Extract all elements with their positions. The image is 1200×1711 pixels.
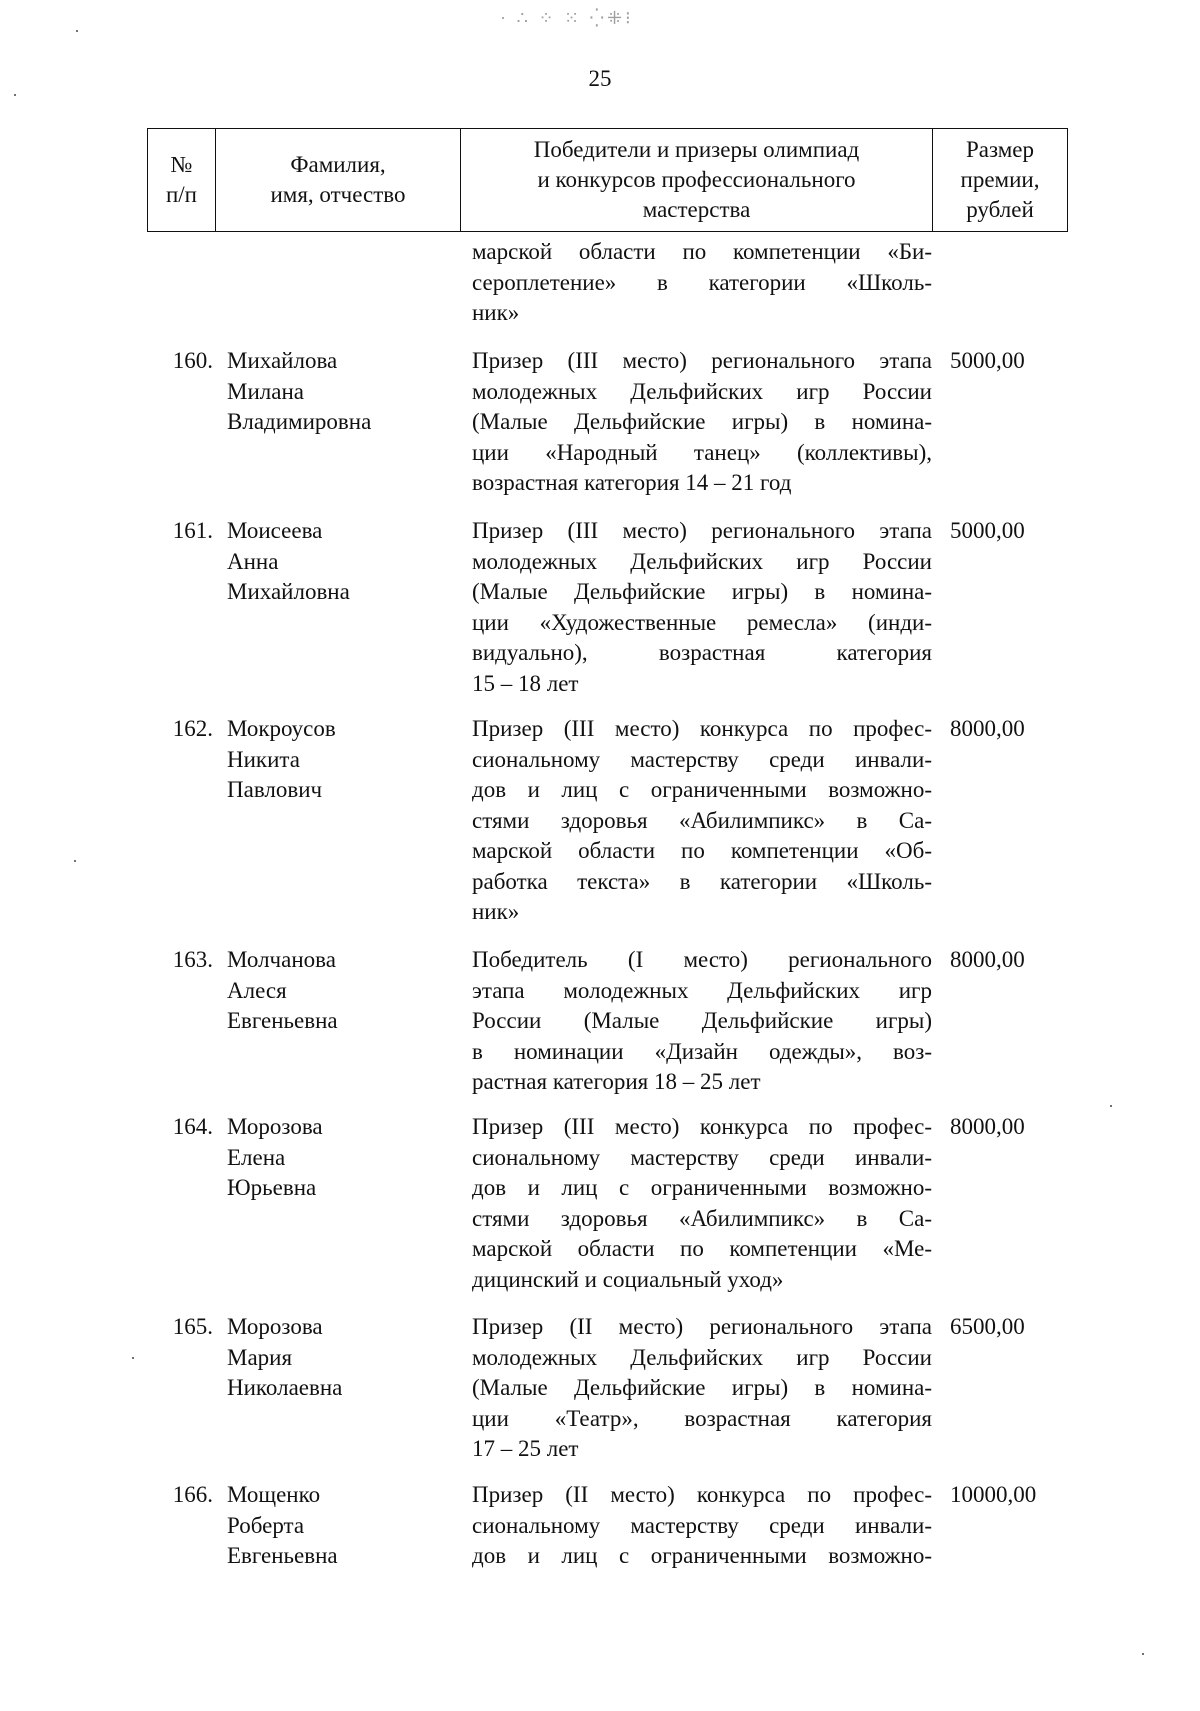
- description-line: дицинский и социальный уход»: [472, 1266, 784, 1292]
- row-full-name: [227, 516, 457, 608]
- description-line: ник»: [472, 300, 520, 325]
- row-number: 165.: [172, 1314, 213, 1339]
- row-number: 160.: [172, 348, 213, 373]
- description-line: сиональному мастерству среди инвали-: [472, 746, 932, 772]
- header-line: Фамилия,: [290, 152, 386, 177]
- header-line: Победители и призеры олимпиад: [533, 137, 860, 162]
- scan-speck: [14, 94, 16, 96]
- description-line: растная категория 18 – 25 лет: [472, 1069, 761, 1094]
- description-line: Призер (II место) конкурса по профес-: [472, 1482, 932, 1507]
- row-description: [472, 346, 932, 499]
- name-line: Юрьевна: [227, 1175, 317, 1200]
- header-line: п/п: [165, 182, 197, 207]
- row-full-name: [227, 945, 457, 1037]
- row-award-amount: 8000,00: [950, 1114, 1025, 1139]
- header-amount: [933, 129, 1068, 232]
- description-line: возрастная категория 14 – 21 год: [472, 470, 792, 495]
- name-line: Никита: [227, 746, 300, 772]
- description-line: (Малые Дельфийские игры) в номина-: [472, 579, 932, 604]
- header-line: №: [170, 152, 193, 177]
- description-line: Призер (III место) регионального этапа: [472, 518, 932, 543]
- name-line: Михайлова: [227, 348, 338, 373]
- description-line: дов и лиц с ограниченными возможно-: [472, 777, 932, 802]
- description-line: ции «Народный танец» (коллективы),: [472, 439, 932, 465]
- description-line: Призер (III место) конкурса по профес-: [472, 716, 932, 741]
- scan-speck: [132, 1357, 134, 1359]
- header-line: имя, отчество: [270, 182, 406, 207]
- name-line: Николаевна: [227, 1375, 343, 1400]
- header-line: премии,: [960, 167, 1040, 192]
- row-description: [472, 1112, 932, 1295]
- header-number: [148, 129, 216, 232]
- description-line: Победитель (I место) регионального: [472, 947, 932, 972]
- description-line: (Малые Дельфийские игры) в номина-: [472, 409, 932, 434]
- description-line: ник»: [472, 899, 520, 924]
- description-line: молодежных Дельфийских игр России: [472, 378, 932, 404]
- description-line: сиональному мастерству среди инвали-: [472, 1144, 932, 1170]
- scan-speck: [1142, 1653, 1144, 1655]
- row-description: [472, 714, 932, 928]
- description-line: этапа молодежных Дельфийских игр: [472, 977, 932, 1003]
- description-line: молодежных Дельфийских игр России: [472, 1344, 932, 1370]
- description-line: стями здоровья «Абилимпикс» в Са-: [472, 807, 932, 833]
- description-line: Призер (III место) конкурса по профес-: [472, 1114, 932, 1139]
- row-award-amount: 8000,00: [950, 947, 1025, 972]
- description-line: стями здоровья «Абилимпикс» в Са-: [472, 1205, 932, 1231]
- description-line: молодежных Дельфийских игр России: [472, 548, 932, 574]
- description-line: видуально), возрастная категория: [472, 640, 932, 665]
- description-line: марской области по компетенции «Би-: [472, 239, 932, 264]
- name-line: Елена: [227, 1144, 286, 1170]
- name-line: Роберта: [227, 1512, 305, 1538]
- description-line: 15 – 18 лет: [472, 670, 579, 696]
- name-line: Павлович: [227, 777, 323, 802]
- description-line: работка текста» в категории «Школь-: [472, 868, 932, 894]
- name-line: Владимировна: [227, 409, 372, 434]
- description-line: Призер (II место) регионального этапа: [472, 1314, 932, 1339]
- row-award-amount: 5000,00: [950, 518, 1025, 543]
- description-line: 17 – 25 лет: [472, 1436, 579, 1461]
- page-number: 25: [588, 66, 612, 91]
- description-line: России (Малые Дельфийские игры): [472, 1008, 932, 1033]
- name-line: Михайловна: [227, 579, 350, 604]
- scan-artifact-mark: · ∴ ⁘ ⁙ ⁛⁜⁝: [500, 8, 634, 28]
- description-line: ции «Художественные ремесла» (инди-: [472, 609, 932, 635]
- name-line: Моисеева: [227, 518, 323, 543]
- name-line: Милана: [227, 378, 304, 404]
- name-line: Анна: [227, 548, 279, 574]
- row-number: 166.: [172, 1482, 213, 1507]
- header-line: рублей: [966, 197, 1034, 222]
- description-line: дов и лиц с ограниченными возможно-: [472, 1175, 932, 1200]
- row-full-name: [227, 1312, 457, 1404]
- table-header: [147, 128, 1068, 232]
- row-description: [472, 516, 932, 699]
- description-line: ции «Театр», возрастная категория: [472, 1405, 932, 1431]
- name-line: Мария: [227, 1344, 293, 1370]
- name-line: Молчанова: [227, 947, 336, 972]
- row-full-name: [227, 1112, 457, 1204]
- header-line: Размер: [965, 137, 1035, 162]
- name-line: Евгеньевна: [227, 1008, 338, 1033]
- row-award-amount: 6500,00: [950, 1314, 1025, 1339]
- row-description: [472, 1312, 932, 1465]
- row-award-amount: 5000,00: [950, 348, 1025, 373]
- row-full-name: [227, 714, 457, 806]
- row-award-amount: 10000,00: [950, 1482, 1037, 1507]
- row-number: 162.: [172, 716, 213, 741]
- description-line: сероплетение» в категории «Школь-: [472, 269, 932, 295]
- name-line: Мощенко: [227, 1482, 321, 1507]
- header-line: мастерства: [642, 197, 751, 222]
- name-line: Евгеньевна: [227, 1543, 338, 1568]
- description-line: марской области по компетенции «Ме-: [472, 1236, 932, 1261]
- description-line: марской области по компетенции «Об-: [472, 838, 932, 863]
- description-line: в номинации «Дизайн одежды», воз-: [472, 1038, 932, 1064]
- name-line: Мокроусов: [227, 716, 336, 741]
- header-line: и конкурсов профессионального: [537, 167, 856, 192]
- name-line: Алеся: [227, 977, 287, 1003]
- scan-speck: [74, 860, 76, 862]
- header-name: [216, 129, 461, 232]
- header-description: [461, 129, 933, 232]
- row-full-name: [227, 1480, 457, 1572]
- row-description: [472, 945, 932, 1098]
- row-number: 161.: [172, 518, 213, 543]
- row-description: [472, 1480, 932, 1572]
- name-line: Морозова: [227, 1114, 323, 1139]
- row-award-amount: 8000,00: [950, 716, 1025, 741]
- scan-speck: [1110, 1105, 1112, 1107]
- description-line: сиональному мастерству среди инвали-: [472, 1512, 932, 1538]
- row-number: 164.: [172, 1114, 213, 1139]
- row-number: 163.: [172, 947, 213, 972]
- description-line: дов и лиц с ограниченными возможно-: [472, 1543, 932, 1568]
- row-full-name: [227, 346, 457, 438]
- description-line: (Малые Дельфийские игры) в номина-: [472, 1375, 932, 1400]
- description-line: Призер (III место) регионального этапа: [472, 348, 932, 373]
- scan-speck: [76, 30, 78, 32]
- row-description: [472, 237, 932, 329]
- name-line: Морозова: [227, 1314, 323, 1339]
